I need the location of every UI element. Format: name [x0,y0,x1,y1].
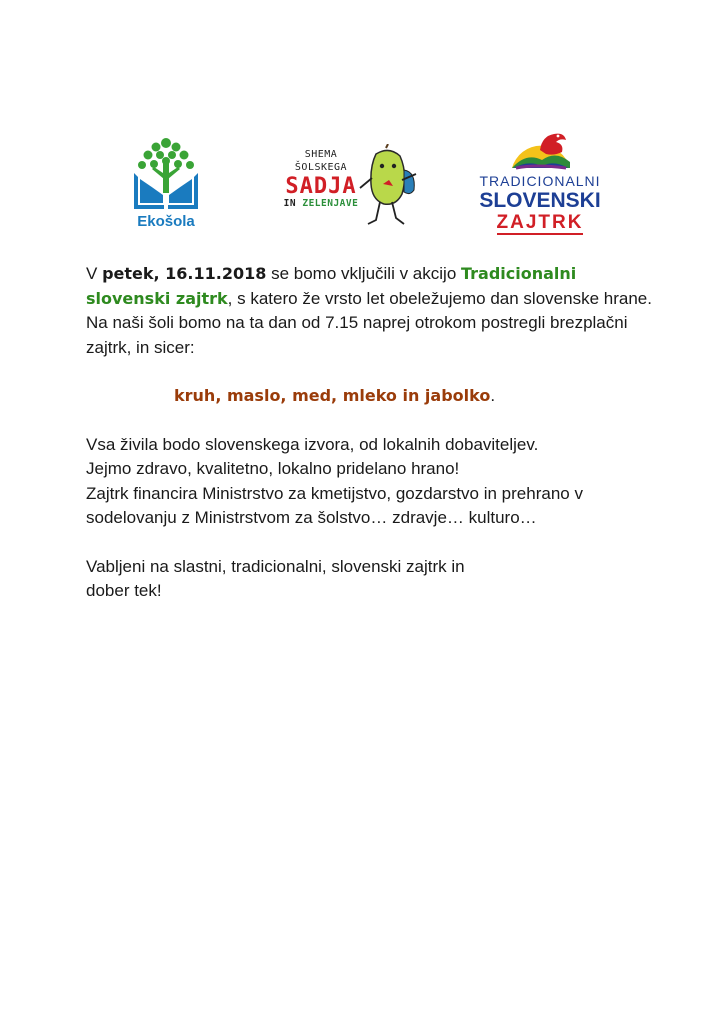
shema-logo [258,130,438,242]
landscape-rooster-icon [506,122,576,172]
menu-period: . [490,386,496,405]
action-name: Tradicionalni slovenski zajtrk [86,264,577,308]
paragraph-origin: Vsa živila bodo slovenskega izvora, od lokalnih dobaviteljev. [86,434,539,454]
paragraph-invite: Vabljeni na slastni, tradicionalni, slovenski zajtrk in [86,556,465,576]
shema-line3: SADJA [285,174,357,199]
apple-character-icon [356,144,422,228]
intro-end: , s katero že vrsto let obeležujemo dan slovenske hrane. [227,288,652,308]
tradicionalni-zajtrk-logo [470,122,610,234]
paragraph-intro [86,262,666,311]
shema-line4b: ZELENJAVE [302,198,359,209]
tradicionalni-text [470,174,610,235]
trad-line3: ZAJTRK [496,212,584,233]
letter-body [86,262,666,604]
menu-line [86,384,666,409]
intro-middle: se bomo vključili v akcijo [266,264,461,283]
ekosola-label: Ekošola [137,213,195,230]
intro-start: V [86,264,103,283]
paragraph-financing: Zajtrk financira Ministrstvo za kmetijstvo, gozdarstvo in prehrano v sodelovanju z Ministrstvom za šolstvo… zdravje… kulturo… [86,483,583,527]
paragraph-bon-appetit: dober tek! [86,581,162,600]
logo-bar [0,0,724,250]
shema-line2: ŠOLSKEGA [294,162,348,173]
shema-line4a: IN [283,198,297,209]
shema-line1: SHEMA [304,149,338,160]
ekosola-logo [130,135,202,235]
event-date: petek, 16.11.2018 [102,264,267,283]
paragraph-eat-healthy: Jejmo zdravo, kvalitetno, lokalno pridelano hrano! [86,459,460,478]
trad-line1: TRADICIONALNI [479,173,601,189]
paragraph-breakfast: Na naši šoli bomo na ta dan od 7.15 naprej otrokom postregli brezplačni zajtrk, in sicer: [86,313,628,357]
shema-line4 [276,199,366,209]
menu-items: kruh, maslo, med, mleko in jabolko [174,386,491,405]
shema-text [276,150,366,209]
tree-book-icon [130,135,202,213]
trad-line2: SLOVENSKI [479,189,601,212]
